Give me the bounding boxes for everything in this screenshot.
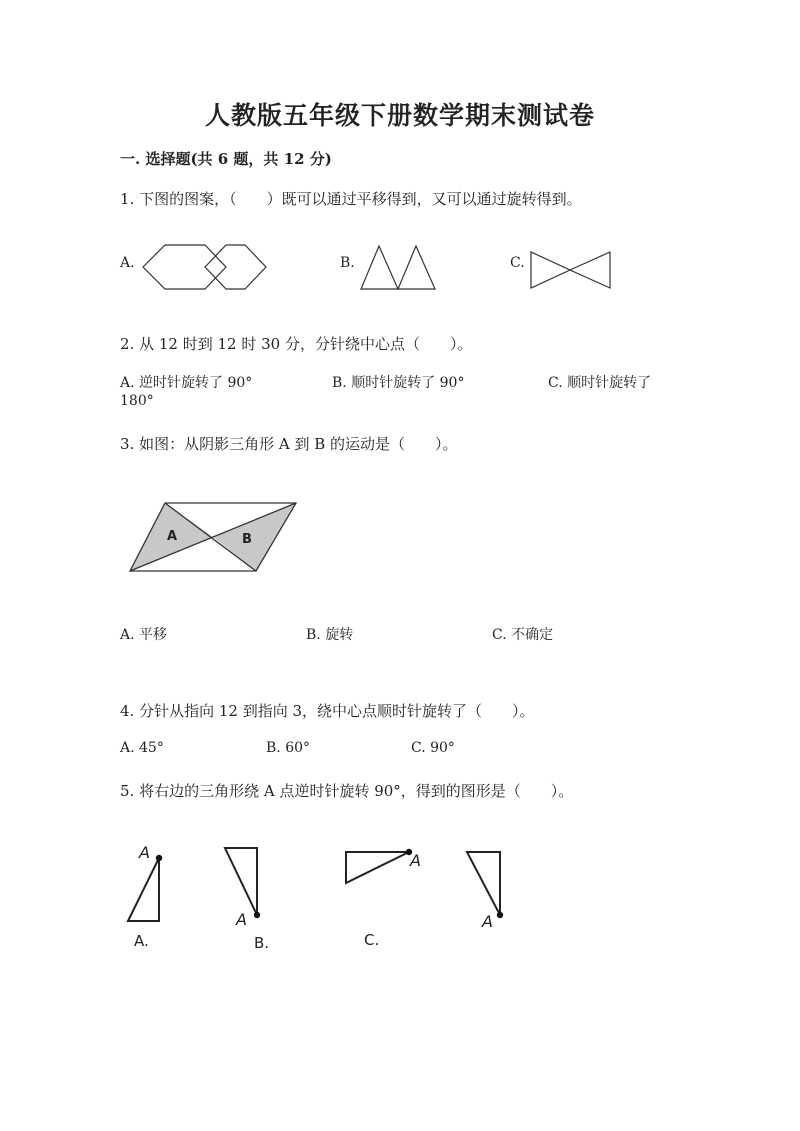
question-5-option-a: A. bbox=[134, 932, 149, 950]
point-a-option-a bbox=[156, 855, 162, 861]
question-5-text: 5. 将右边的三角形绕 A 点逆时针旋转 90°，得到的图形是（ ）。 bbox=[120, 782, 574, 800]
point-label-a-option-b: A bbox=[236, 910, 247, 929]
point-label-a-option-a: A bbox=[139, 843, 150, 862]
question-1-option-c: C. bbox=[510, 255, 525, 271]
triangle-label-a: A bbox=[167, 529, 178, 544]
question-3-option-b: B. 旋转 bbox=[306, 627, 354, 643]
question-1-option-b: B. bbox=[340, 255, 355, 271]
question-2-text: 2. 从 12 时到 12 时 30 分，分针绕中心点（ ）。 bbox=[120, 335, 473, 353]
triangle-original bbox=[467, 852, 500, 915]
point-label-a-option-c: A bbox=[410, 851, 421, 870]
question-4-option-a: A. 45° bbox=[120, 740, 164, 756]
question-4-option-b: B. 60° bbox=[266, 740, 311, 756]
triangle-label-b: B bbox=[242, 532, 252, 547]
question-3-option-c: C. 不确定 bbox=[492, 627, 554, 643]
question-3-option-a: A. 平移 bbox=[120, 627, 168, 643]
question-5-option-c: C. bbox=[364, 931, 380, 949]
question-2-option-a: A. 逆时针旋转了 90° bbox=[120, 375, 253, 391]
page-title: 人教版五年级下册数学期末测试卷 bbox=[204, 101, 595, 130]
question-5-option-b: B. bbox=[254, 934, 270, 952]
question-2-option-b: B. 顺时针旋转了 90° bbox=[332, 375, 465, 391]
question-4-option-c: C. 90° bbox=[411, 740, 455, 756]
question-3-text: 3. 如图：从阴影三角形 A 到 B 的运动是（ ）。 bbox=[120, 435, 458, 453]
question-2-option-c: C. 顺时针旋转了 bbox=[548, 375, 652, 391]
triangle-option-c bbox=[346, 852, 409, 883]
question-4-text: 4. 分针从指向 12 到指向 3，绕中心点顺时针旋转了（ ）。 bbox=[120, 702, 535, 720]
point-a-original bbox=[497, 912, 503, 918]
question-1-text: 1. 下图的图案，（ ）既可以通过平移得到，又可以通过旋转得到。 bbox=[120, 190, 582, 208]
point-label-a-original: A bbox=[482, 912, 493, 931]
point-a-option-b bbox=[254, 912, 260, 918]
question-1-option-a: A. bbox=[120, 255, 135, 271]
section-heading: 一. 选择题(共 6 题，共 12 分) bbox=[120, 150, 332, 168]
triangle-option-b bbox=[225, 848, 257, 915]
question-2-option-c-continued: 180° bbox=[120, 393, 154, 409]
triangle-option-a bbox=[128, 858, 159, 921]
